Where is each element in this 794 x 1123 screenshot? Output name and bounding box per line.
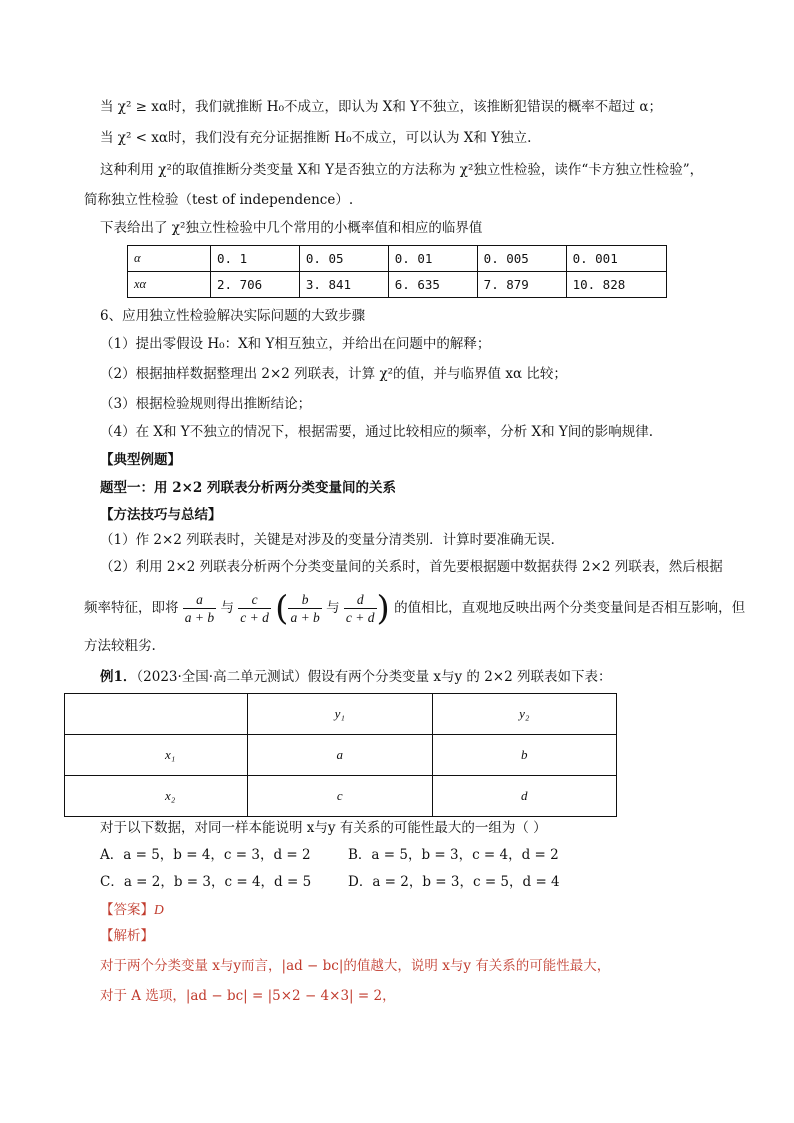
text-line: 方法较粗劣.: [84, 638, 156, 654]
critical-value-table: [127, 245, 667, 298]
fraction: [238, 591, 271, 626]
answer-value: D: [154, 902, 164, 917]
example-line: [100, 667, 612, 687]
text-fragment: 与: [326, 600, 340, 616]
numerator: a: [183, 591, 216, 609]
analysis-line: 对于两个分类变量 x与y而言，|ad − bc|的值越大，说明 x与y 有关系的可能性最大，: [100, 958, 611, 974]
fraction: [183, 591, 216, 626]
denominator: c + d: [240, 610, 269, 625]
table-row: [65, 694, 617, 735]
text-line: 下表给出了 χ²独立性检验中几个常用的小概率值和相应的临界值: [100, 220, 483, 236]
text-line: （2）利用 2×2 列联表分析两个分类变量间的关系时，首先要根据题中数据获得 2×2 列联表，然后根据: [100, 559, 723, 575]
question-text: 对于以下数据，对同一样本能说明 x与y 有关系的可能性最大的一组为（ ）: [100, 820, 547, 836]
section-heading: 题型一：用 2×2 列联表分析两分类变量间的关系: [100, 480, 396, 496]
text-fragment: 与: [220, 600, 234, 616]
numerator: d: [344, 591, 377, 609]
answer-label: 【答案】: [100, 902, 154, 918]
example-label: 例1．: [100, 669, 137, 685]
left-paren: (: [275, 588, 289, 629]
denominator: c + d: [345, 610, 375, 625]
table-cell: α: [128, 246, 211, 272]
text-line: （2）根据抽样数据整理出 2×2 列联表，计算 χ²的值，并与临界值 xα 比较；: [100, 366, 567, 382]
text-line: （1）提出零假设 H₀：X和 Y相互独立，并给出在问题中的解释；: [100, 336, 491, 352]
table-row: [128, 246, 667, 272]
table-cell: [65, 694, 248, 735]
section-heading: 6、应用独立性检验解决实际问题的大致步骤: [100, 308, 366, 324]
text-fragment: 频率特征，即将: [84, 600, 179, 616]
section-heading: 【典型例题】: [100, 452, 181, 468]
table-cell: x₁: [65, 735, 248, 776]
text-line: （4）在 X和 Y不独立的情况下，根据需要，通过比较相应的频率，分析 X和 Y间的影响规律.: [100, 424, 654, 440]
table-cell: y₁: [248, 694, 433, 735]
table-cell: d: [432, 776, 617, 817]
table-cell: 0. 01: [388, 246, 477, 272]
table-cell: x₂: [65, 776, 248, 817]
table-cell: 2. 706: [211, 272, 300, 298]
text-line: （1）作 2×2 列联表时，关键是对涉及的变量分清类别．计算时要准确无误．: [100, 532, 565, 548]
contingency-table: [64, 693, 617, 817]
option-a: A．a = 5，b = 4，c = 3，d = 2: [100, 847, 311, 863]
fraction: [288, 591, 321, 626]
example-text: （2023·全国·高二单元测试）假设有两个分类变量 x与y 的 2×2 列联表如下表：: [136, 669, 612, 685]
table-row: [128, 272, 667, 298]
text-line: （3）根据检验规则得出推断结论；: [100, 396, 312, 412]
fraction-line: [84, 588, 745, 629]
table-cell: 6. 635: [388, 272, 477, 298]
table-cell: xα: [128, 272, 211, 298]
denominator: a + b: [290, 610, 320, 625]
right-paren: ): [376, 588, 390, 629]
numerator: b: [288, 591, 321, 609]
option-b: B．a = 5，b = 3，c = 4，d = 2: [348, 847, 559, 863]
answer-line: [100, 900, 164, 920]
numerator: c: [238, 591, 271, 609]
analysis-label: 【解析】: [100, 928, 154, 944]
table-cell: y₂: [432, 694, 617, 735]
table-cell: 0. 001: [566, 246, 666, 272]
table-row: [65, 776, 617, 817]
denominator: a + b: [184, 610, 215, 625]
analysis-line: 对于 A 选项，|ad − bc| = |5×2 − 4×3| = 2，: [100, 988, 396, 1004]
table-row: [65, 735, 617, 776]
table-cell: 3. 841: [299, 272, 388, 298]
option-c: C．a = 2，b = 3，c = 4，d = 5: [100, 874, 312, 890]
table-cell: b: [432, 735, 617, 776]
text-line: 简称独立性检验（test of independence）.: [84, 192, 354, 208]
text-line: 当 χ² < xα时，我们没有充分证据推断 H₀不成立，可以认为 X和 Y独立.: [100, 130, 532, 146]
fraction: [344, 591, 377, 626]
table-cell: a: [248, 735, 433, 776]
text-fragment: 的值相比，直观地反映出两个分类变量间是否相互影响，但: [394, 600, 746, 616]
option-d: D．a = 2，b = 3，c = 5，d = 4: [348, 874, 560, 890]
section-heading: 【方法技巧与总结】: [100, 507, 222, 523]
table-cell: 0. 1: [211, 246, 300, 272]
text-line: 这种利用 χ²的取值推断分类变量 X和 Y是否独立的方法称为 χ²独立性检验，读作“卡方独立性检验”，: [100, 162, 704, 178]
table-cell: 10. 828: [566, 272, 666, 298]
table-cell: 0. 05: [299, 246, 388, 272]
table-cell: 0. 005: [477, 246, 566, 272]
table-cell: c: [248, 776, 433, 817]
text-line: 当 χ² ≥ xα时，我们就推断 H₀不成立，即认为 X和 Y不独立，该推断犯错误的概率不超过 α；: [100, 99, 662, 115]
table-cell: 7. 879: [477, 272, 566, 298]
